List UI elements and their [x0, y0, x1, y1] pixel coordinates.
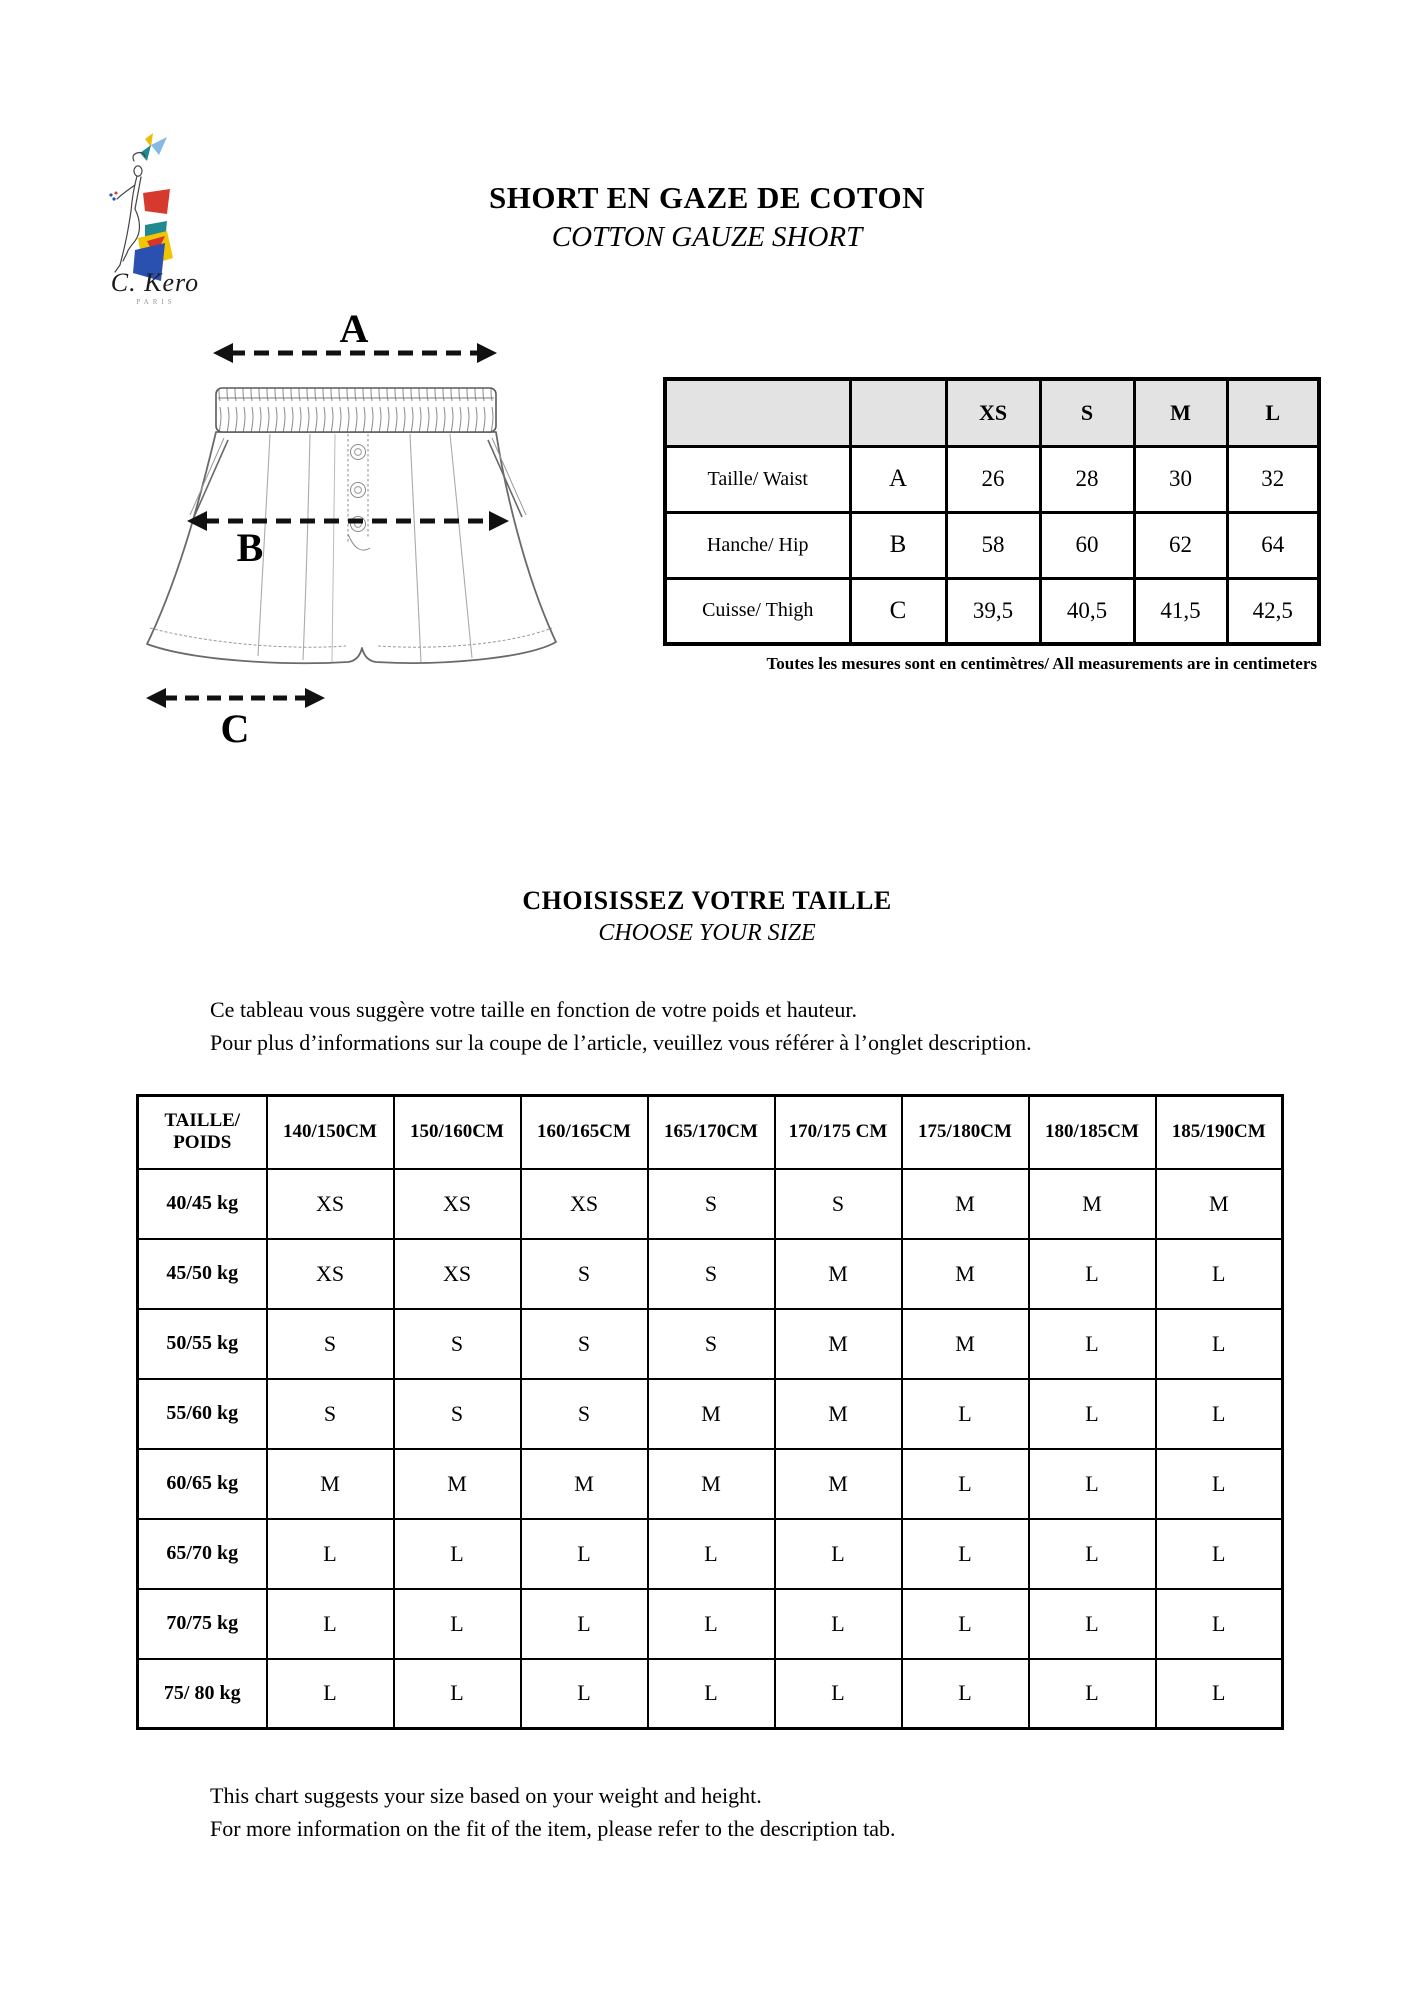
- size-cell: L: [902, 1659, 1029, 1729]
- measurement-table: [663, 377, 1321, 646]
- size-cell: XS: [394, 1239, 521, 1309]
- size-cell: L: [521, 1589, 648, 1659]
- size-cell: M: [775, 1449, 902, 1519]
- size-cell: S: [521, 1309, 648, 1379]
- mt-value: 30: [1134, 446, 1227, 512]
- size-cell: M: [902, 1169, 1029, 1239]
- size-cell: S: [775, 1169, 902, 1239]
- size-cell: L: [902, 1519, 1029, 1589]
- buttons: [351, 445, 366, 532]
- height-header: 175/180CM: [902, 1096, 1029, 1169]
- size-chart-header-row: [138, 1096, 1283, 1169]
- size-cell: L: [1029, 1449, 1156, 1519]
- size-cell: M: [775, 1379, 902, 1449]
- mt-value: 60: [1040, 512, 1134, 578]
- mt-size-header-xs: XS: [946, 379, 1040, 446]
- mt-size-header-s: S: [1040, 379, 1134, 446]
- size-intro-line1: Ce tableau vous suggère votre taille en fonction de votre poids et hauteur.: [210, 997, 857, 1022]
- size-chart-corner: [138, 1096, 267, 1169]
- size-cell: L: [902, 1379, 1029, 1449]
- size-cell: M: [521, 1449, 648, 1519]
- size-cell: S: [394, 1379, 521, 1449]
- size-chart-row: [138, 1169, 1283, 1239]
- product-title-fr: SHORT EN GAZE DE COTON: [489, 180, 925, 215]
- mt-value: 32: [1227, 446, 1319, 512]
- measure-label-b: B: [236, 525, 264, 570]
- measurements-unit-note: Toutes les mesures sont en centimètres/ All measurements are in centimeters: [766, 654, 1317, 673]
- measurement-row-hip: [665, 512, 1319, 578]
- height-header: 180/185CM: [1029, 1096, 1156, 1169]
- height-header: 165/170CM: [648, 1096, 775, 1169]
- choose-size-heading-en: CHOOSE YOUR SIZE: [598, 920, 816, 946]
- weight-label: 50/55 kg: [138, 1309, 267, 1379]
- size-cell: L: [1029, 1659, 1156, 1729]
- mt-value: 41,5: [1134, 578, 1227, 644]
- measure-label-a: A: [339, 312, 369, 351]
- size-chart-row: [138, 1239, 1283, 1309]
- weight-label: 70/75 kg: [138, 1589, 267, 1659]
- size-chart-row: [138, 1519, 1283, 1589]
- measure-label-c: C: [220, 706, 250, 751]
- mt-value: 39,5: [946, 578, 1040, 644]
- size-cell: L: [521, 1519, 648, 1589]
- size-cell: L: [1156, 1519, 1283, 1589]
- mt-corner-empty: [665, 379, 850, 446]
- size-cell: S: [648, 1309, 775, 1379]
- corner-line1: TAILLE/: [164, 1110, 241, 1132]
- mt-value: 28: [1040, 446, 1134, 512]
- height-header: 170/175 CM: [775, 1096, 902, 1169]
- size-cell: L: [648, 1519, 775, 1589]
- size-cell: XS: [267, 1169, 394, 1239]
- size-cell: L: [902, 1449, 1029, 1519]
- size-cell: S: [521, 1379, 648, 1449]
- mt-row-label: Hanche/ Hip: [665, 512, 850, 578]
- corner-line2: POIDS: [173, 1132, 232, 1154]
- mt-value: 64: [1227, 512, 1319, 578]
- size-cell: L: [902, 1589, 1029, 1659]
- size-cell: M: [775, 1309, 902, 1379]
- size-outro-line2: For more information on the fit of the item, please refer to the description tab.: [210, 1816, 896, 1841]
- height-header: 140/150CM: [267, 1096, 394, 1169]
- size-cell: M: [775, 1239, 902, 1309]
- size-cell: L: [1029, 1379, 1156, 1449]
- size-cell: L: [1156, 1239, 1283, 1309]
- weight-label: 40/45 kg: [138, 1169, 267, 1239]
- waistband: [216, 388, 496, 432]
- weight-label: 65/70 kg: [138, 1519, 267, 1589]
- size-chart-row: [138, 1449, 1283, 1519]
- size-cell: S: [648, 1239, 775, 1309]
- size-cell: L: [1156, 1309, 1283, 1379]
- weight-label: 60/65 kg: [138, 1449, 267, 1519]
- size-chart-row: [138, 1659, 1283, 1729]
- height-header: 185/190CM: [1156, 1096, 1283, 1169]
- mt-row-letter: C: [850, 578, 946, 644]
- mt-value: 26: [946, 446, 1040, 512]
- mt-value: 40,5: [1040, 578, 1134, 644]
- size-cell: L: [775, 1659, 902, 1729]
- size-cell: S: [267, 1379, 394, 1449]
- size-cell: S: [521, 1239, 648, 1309]
- mt-row-letter: B: [850, 512, 946, 578]
- measurement-table-header-row: [665, 379, 1319, 446]
- size-cell: M: [267, 1449, 394, 1519]
- size-cell: M: [648, 1379, 775, 1449]
- size-cell: XS: [394, 1169, 521, 1239]
- size-outro-paragraph-en: [210, 1779, 895, 1845]
- size-chart-row: [138, 1379, 1283, 1449]
- measurement-row-thigh: [665, 578, 1319, 644]
- size-chart-row: [138, 1309, 1283, 1379]
- size-intro-line2: Pour plus d’informations sur la coupe de l’article, veuillez vous référer à l’onglet description.: [210, 1030, 1032, 1055]
- size-outro-line1: This chart suggests your size based on your weight and height.: [210, 1783, 762, 1808]
- size-cell: L: [1029, 1589, 1156, 1659]
- choose-size-heading-fr: CHOISISSEZ VOTRE TAILLE: [522, 886, 892, 915]
- size-cell: L: [648, 1659, 775, 1729]
- size-cell: S: [267, 1309, 394, 1379]
- size-cell: L: [1029, 1239, 1156, 1309]
- title-block: [0, 180, 1414, 254]
- size-cell: M: [1029, 1169, 1156, 1239]
- height-header: 150/160CM: [394, 1096, 521, 1169]
- size-cell: M: [648, 1449, 775, 1519]
- size-cell: M: [902, 1309, 1029, 1379]
- brand-signature: C. Kero: [110, 268, 200, 297]
- mt-value: 62: [1134, 512, 1227, 578]
- size-cell: L: [775, 1519, 902, 1589]
- size-cell: L: [775, 1589, 902, 1659]
- size-intro-paragraph-fr: [210, 993, 1032, 1059]
- size-cell: L: [267, 1519, 394, 1589]
- mt-row-label: Cuisse/ Thigh: [665, 578, 850, 644]
- mt-letter-empty: [850, 379, 946, 446]
- measure-arrow-c: [146, 688, 325, 708]
- size-cell: S: [394, 1309, 521, 1379]
- size-cell: L: [521, 1659, 648, 1729]
- size-chart-row: [138, 1589, 1283, 1659]
- size-chart-table: [136, 1094, 1284, 1730]
- size-cell: L: [394, 1519, 521, 1589]
- size-cell: L: [1156, 1589, 1283, 1659]
- size-cell: L: [1156, 1449, 1283, 1519]
- product-title-en: COTTON GAUZE SHORT: [551, 221, 863, 253]
- weight-label: 45/50 kg: [138, 1239, 267, 1309]
- mt-size-header-l: L: [1227, 379, 1319, 446]
- mt-size-header-m: M: [1134, 379, 1227, 446]
- mt-row-label: Taille/ Waist: [665, 446, 850, 512]
- size-cell: M: [1156, 1169, 1283, 1239]
- size-cell: M: [902, 1239, 1029, 1309]
- size-cell: L: [1156, 1659, 1283, 1729]
- size-cell: L: [648, 1589, 775, 1659]
- size-cell: S: [648, 1169, 775, 1239]
- weight-label: 55/60 kg: [138, 1379, 267, 1449]
- size-cell: M: [394, 1449, 521, 1519]
- size-cell: L: [394, 1589, 521, 1659]
- mt-row-letter: A: [850, 446, 946, 512]
- size-cell: L: [1029, 1309, 1156, 1379]
- measurement-row-waist: [665, 446, 1319, 512]
- mt-value: 42,5: [1227, 578, 1319, 644]
- mt-value: 58: [946, 512, 1040, 578]
- size-cell: L: [1156, 1379, 1283, 1449]
- shorts-measurement-diagram: [120, 312, 580, 752]
- size-cell: XS: [267, 1239, 394, 1309]
- height-header: 160/165CM: [521, 1096, 648, 1169]
- brand-city: PARIS: [136, 298, 176, 306]
- size-cell: L: [1029, 1519, 1156, 1589]
- choose-size-heading-block: [0, 886, 1414, 947]
- size-cell: L: [267, 1589, 394, 1659]
- weight-label: 75/ 80 kg: [138, 1659, 267, 1729]
- size-cell: L: [394, 1659, 521, 1729]
- size-cell: XS: [521, 1169, 648, 1239]
- size-cell: L: [267, 1659, 394, 1729]
